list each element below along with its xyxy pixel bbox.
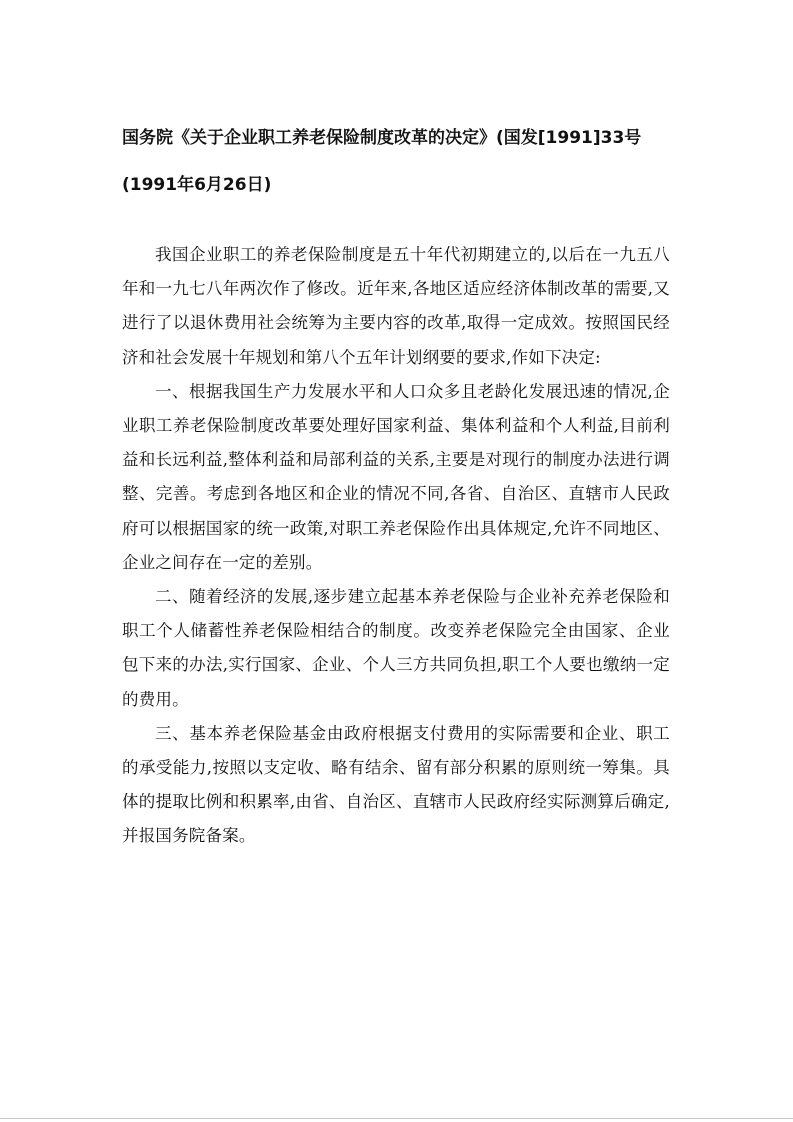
document-title: 国务院《关于企业职工养老保险制度改革的决定》(国发[1991]33号 [122,128,642,148]
paragraph-item-2: 二、随着经济的发展,逐步建立起基本养老保险与企业补充养老保险和职工个人储蓄性养老保险相结合的制度。改变养老保险完全由国家、企业包下来的办法,实行国家、企业、个人三方共同负担,职工个人要也缴纳一定的费用。 [122,587,670,709]
paragraph-intro: 我国企业职工的养老保险制度是五十年代初期建立的,以后在一九五八年和一九七八年两次作了修改。近年来,各地区适应经济体制改革的需要,又进行了以退休费用社会统筹为主要内容的改革,取得一定成效。按照国民经济和社会发展十年规划和第八个五年计划纲要的要求,作如下决定: [122,245,670,367]
page-bottom-rule [0,1118,793,1119]
document-date: (1991年6月26日) [122,175,272,195]
document-body [122,238,670,854]
paragraph-item-3: 三、基本养老保险基金由政府根据支付费用的实际需要和企业、职工的承受能力,按照以支定收、略有结余、留有部分积累的原则统一筹集。具体的提取比例和积累率,由省、自治区、直辖市人民政府经实际测算后确定,并报国务院备案。 [122,723,670,846]
paragraph-item-1: 一、根据我国生产力发展水平和人口众多且老龄化发展迅速的情况,企业职工养老保险制度改革要处理好国家利益、集体利益和个人利益,目前利益和长远利益,整体利益和局部利益的关系,主要是对现行的制度办法进行调整、完善。考虑到各地区和企业的情况不同,各省、自治区、直辖市人民政府可以根据国家的统一政策,对职工养老保险作出具体规定,允许不同地区、企业之间存在一定的差别。 [122,381,670,572]
